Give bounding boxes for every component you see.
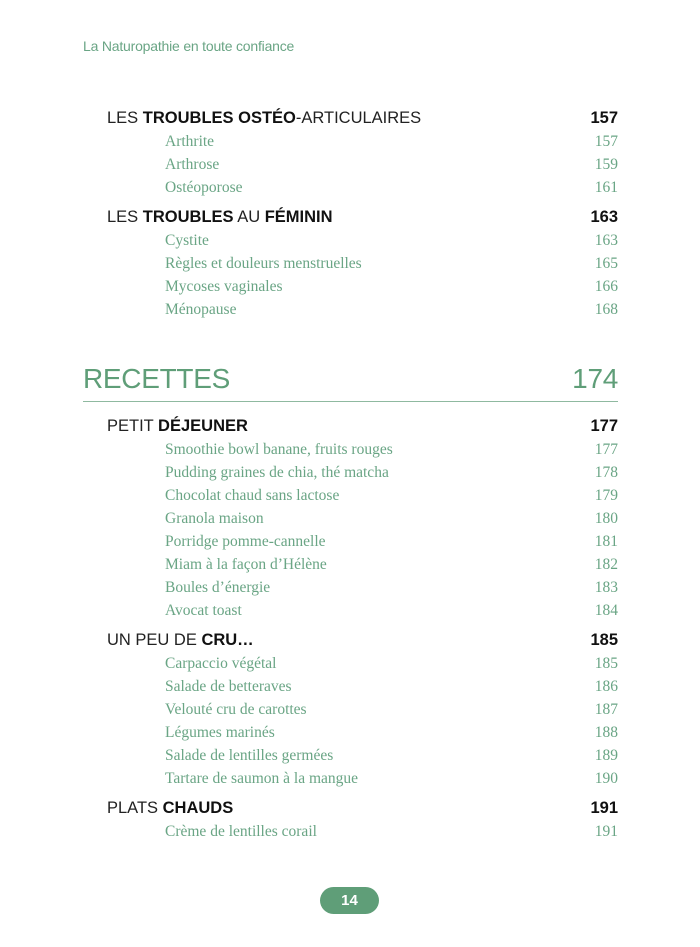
section-title-part: PLATS <box>107 799 163 817</box>
entry-title: Arthrite <box>165 133 215 150</box>
toc-entry[interactable] <box>107 298 618 321</box>
toc-entry[interactable] <box>107 652 618 675</box>
page-number: 181 <box>594 533 618 550</box>
toc-entry[interactable] <box>107 698 618 721</box>
page-number: 159 <box>594 156 618 173</box>
running-head: La Naturopathie en toute confiance <box>83 38 295 54</box>
toc-entry[interactable] <box>107 553 618 576</box>
page-number: 180 <box>594 510 618 527</box>
toc-section-heading[interactable] <box>107 205 618 229</box>
entry-title: Smoothie bowl banane, fruits rouges <box>165 441 393 458</box>
toc-entry[interactable] <box>107 675 618 698</box>
page-number: 182 <box>594 556 618 573</box>
page-number: 188 <box>594 724 618 741</box>
entry-title: Granola maison <box>165 510 264 527</box>
table-of-contents <box>83 106 618 843</box>
page-number: 179 <box>594 487 618 504</box>
page-number: 189 <box>594 747 618 764</box>
page-number: 184 <box>594 602 618 619</box>
entry-title: Tartare de saumon à la mangue <box>165 770 359 787</box>
entry-title: Chocolat chaud sans lactose <box>165 487 340 504</box>
toc-chapter-heading[interactable] <box>83 359 618 402</box>
toc-entry[interactable] <box>107 484 618 507</box>
toc-entry[interactable] <box>107 275 618 298</box>
entry-title: Mycoses vaginales <box>165 278 283 295</box>
page-number: 191 <box>594 823 618 840</box>
page-number: 186 <box>594 678 618 695</box>
toc-entry[interactable] <box>107 744 618 767</box>
section-title-part: LES <box>107 208 143 226</box>
toc-entry[interactable] <box>107 767 618 790</box>
page-number: 174 <box>572 363 618 394</box>
section-title-part: TROUBLES OSTÉO <box>142 109 296 127</box>
page-number: 168 <box>594 301 618 318</box>
toc-entry[interactable] <box>107 176 618 199</box>
toc-entry[interactable] <box>107 252 618 275</box>
toc-entry[interactable] <box>107 130 618 153</box>
page-number: 187 <box>594 701 618 718</box>
section-title <box>107 414 248 438</box>
toc-entry[interactable] <box>107 153 618 176</box>
page-number: 163 <box>590 208 618 226</box>
page-number: 161 <box>594 179 618 196</box>
section-title-part: DÉJEUNER <box>158 417 248 435</box>
section-title <box>107 796 233 820</box>
section-title-part: FÉMININ <box>264 208 333 226</box>
page-number: 166 <box>594 278 618 295</box>
entry-title: Cystite <box>165 232 209 249</box>
entry-title: Arthrose <box>165 156 220 173</box>
page-number: 177 <box>594 441 618 458</box>
entry-title: Porridge pomme-cannelle <box>165 533 326 550</box>
toc-section-heading[interactable] <box>107 796 618 820</box>
section-title-part: CHAUDS <box>162 799 234 817</box>
section-title-part: TROUBLES <box>142 208 234 226</box>
toc-entry[interactable] <box>107 599 618 622</box>
page-number: 185 <box>594 655 618 672</box>
entry-title: Boules d’énergie <box>165 579 271 596</box>
page-number: 190 <box>594 770 618 787</box>
entry-title: Salade de lentilles germées <box>165 747 334 764</box>
page-number: 191 <box>590 799 618 817</box>
entry-title: Salade de betteraves <box>165 678 292 695</box>
entry-title: Crème de lentilles corail <box>165 823 317 840</box>
toc-section-heading[interactable] <box>107 628 618 652</box>
section-title <box>107 205 333 229</box>
section-title <box>107 106 421 130</box>
entry-title: Pudding graines de chia, thé matcha <box>165 464 389 481</box>
toc-section-heading[interactable] <box>107 106 618 130</box>
toc-entry[interactable] <box>107 530 618 553</box>
section-title-part: AU <box>233 208 265 226</box>
entry-title: Velouté cru de carottes <box>165 701 307 718</box>
section-title <box>107 628 254 652</box>
page-number: 157 <box>594 133 618 150</box>
page-number: 183 <box>594 579 618 596</box>
section-title-part: PETIT <box>107 417 159 435</box>
toc-entry[interactable] <box>107 438 618 461</box>
entry-title: Ménopause <box>165 301 237 318</box>
section-title-part: CRU… <box>201 631 254 649</box>
toc-entry[interactable] <box>107 820 618 843</box>
entry-title: Ostéoporose <box>165 179 243 196</box>
page-number: 177 <box>590 417 618 435</box>
page-number: 165 <box>594 255 618 272</box>
entry-title: Règles et douleurs menstruelles <box>165 255 362 272</box>
page-number: 163 <box>594 232 618 249</box>
page-number-badge: 14 <box>320 887 379 914</box>
page-number: 178 <box>594 464 618 481</box>
chapter-title: RECETTES <box>83 363 230 394</box>
section-title-part: UN PEU DE <box>107 631 202 649</box>
section-title-part: -ARTICULAIRES <box>295 109 422 127</box>
page-number: 157 <box>590 109 618 127</box>
page-number: 185 <box>590 631 618 649</box>
entry-title: Légumes marinés <box>165 724 275 741</box>
section-title-part: LES <box>107 109 143 127</box>
toc-section-heading[interactable] <box>107 414 618 438</box>
toc-entry[interactable] <box>107 576 618 599</box>
toc-entry[interactable] <box>107 461 618 484</box>
toc-entry[interactable] <box>107 229 618 252</box>
toc-entry[interactable] <box>107 507 618 530</box>
entry-title: Avocat toast <box>165 602 242 619</box>
entry-title: Miam à la façon d’Hélène <box>165 556 327 573</box>
toc-entry[interactable] <box>107 721 618 744</box>
entry-title: Carpaccio végétal <box>165 655 277 672</box>
